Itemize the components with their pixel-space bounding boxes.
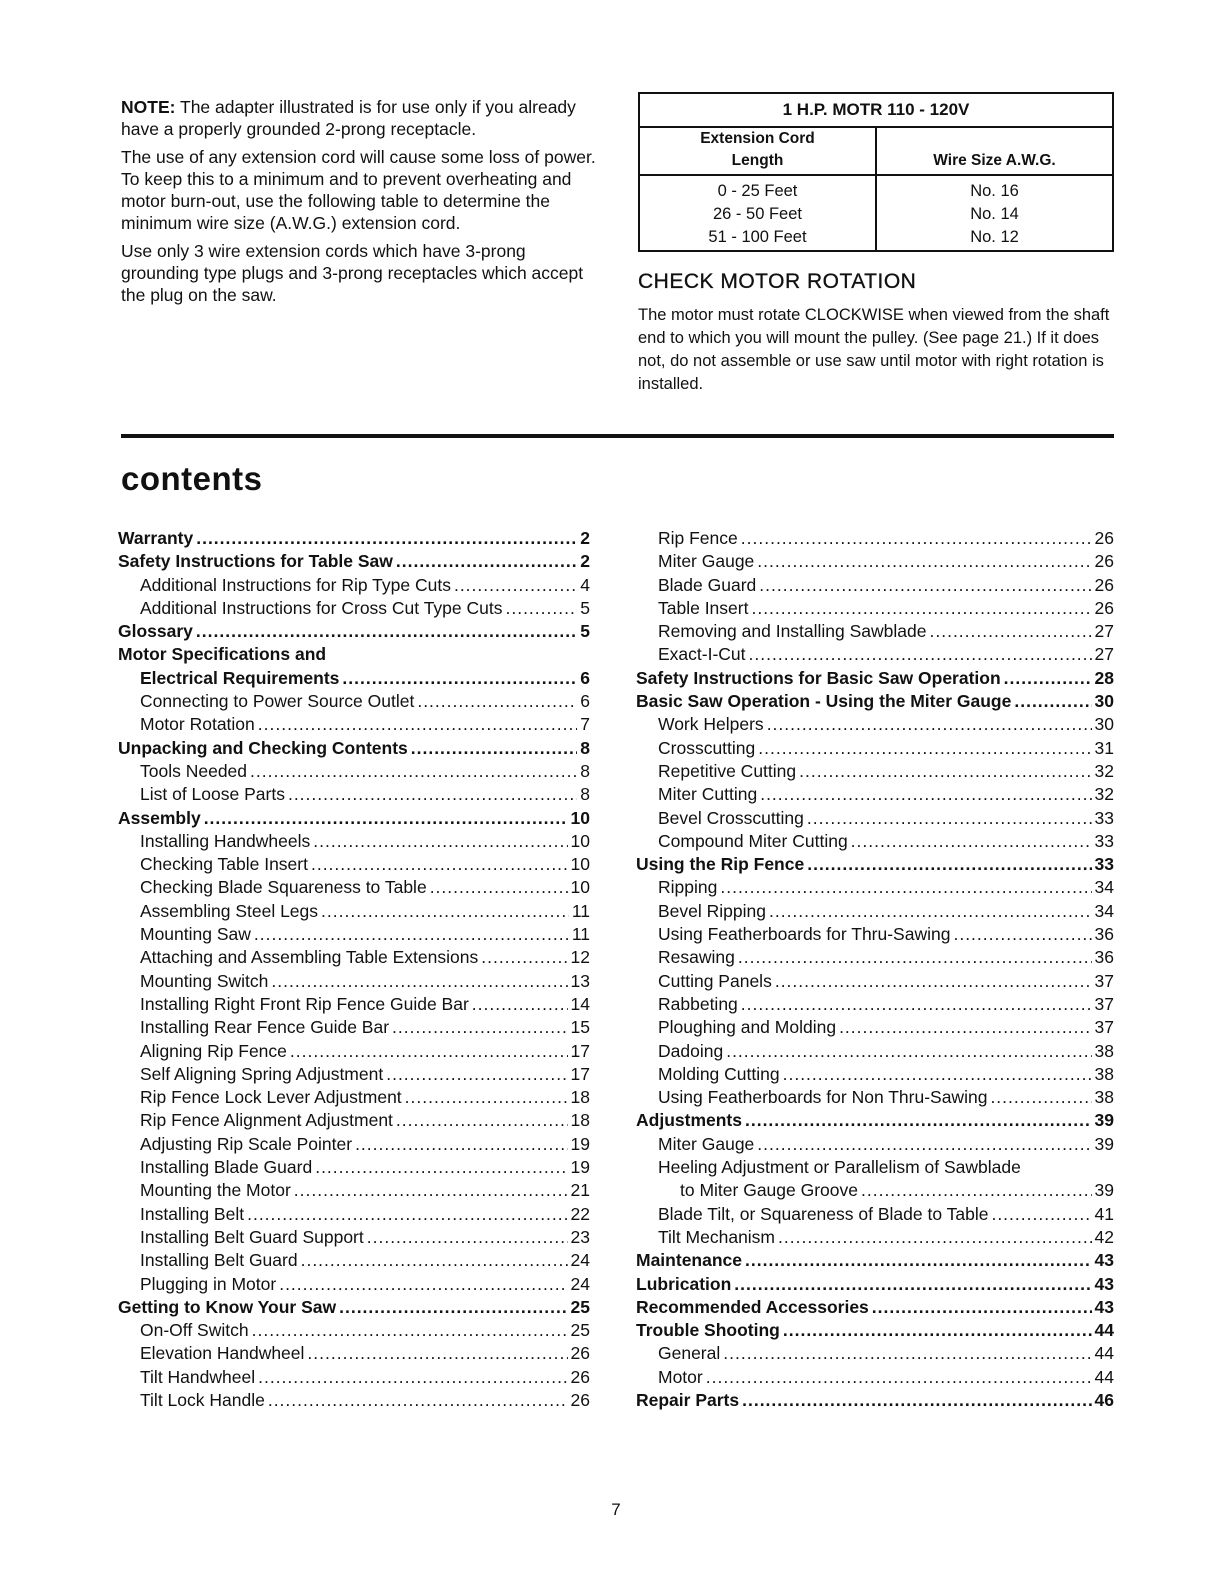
toc-item[interactable]: Recommended Accessories ..... 43 <box>636 1296 1114 1319</box>
toc-item[interactable]: Bevel Ripping ..... 34 <box>636 900 1114 923</box>
cell-wire: No. 16 <box>876 175 1113 203</box>
toc-item[interactable]: Assembling Steel Legs ..... 11 <box>118 900 590 923</box>
note-text: The adapter illustrated is for use only if you already have a properly grounded 2-prong receptacle. <box>121 97 576 139</box>
contents-heading: contents <box>121 460 263 497</box>
toc-item[interactable]: Adjusting Rip Scale Pointer ..... 19 <box>118 1133 590 1156</box>
toc-item[interactable]: Plugging in Motor ..... 24 <box>118 1273 590 1296</box>
toc-item[interactable]: Blade Guard ..... 26 <box>636 574 1114 597</box>
toc-item[interactable]: Exact-I-Cut ..... 27 <box>636 643 1114 666</box>
toc-item[interactable]: Attaching and Assembling Table Extensions ..... 12 <box>118 946 590 969</box>
toc-item[interactable]: to Miter Gauge Groove ..... 39 <box>636 1179 1114 1202</box>
cell-wire: No. 12 <box>876 226 1113 251</box>
toc-item[interactable]: Motor Rotation ..... 7 <box>118 713 590 736</box>
motor-info-column <box>638 92 1116 396</box>
toc-item[interactable]: Self Aligning Spring Adjustment ..... 17 <box>118 1063 590 1086</box>
toc-item[interactable]: Removing and Installing Sawblade ..... 27 <box>636 620 1114 643</box>
cell-length: 51 - 100 Feet <box>639 226 876 251</box>
toc-item[interactable]: Safety Instructions for Table Saw ..... 2 <box>118 550 590 573</box>
toc-item[interactable]: Trouble Shooting ..... 44 <box>636 1319 1114 1342</box>
toc-item[interactable]: Assembly ..... 10 <box>118 807 590 830</box>
section-divider <box>121 434 1114 438</box>
toc-item[interactable]: Compound Miter Cutting ..... 33 <box>636 830 1114 853</box>
table-row <box>639 226 1113 251</box>
toc-item[interactable]: Tilt Handwheel ..... 26 <box>118 1366 590 1389</box>
toc-item[interactable]: Tools Needed ..... 8 <box>118 760 590 783</box>
toc-item[interactable]: Cutting Panels ..... 37 <box>636 970 1114 993</box>
toc-item[interactable]: Miter Cutting ..... 32 <box>636 783 1114 806</box>
toc-item[interactable]: Rabbeting ..... 37 <box>636 993 1114 1016</box>
motor-rotation-text: The motor must rotate CLOCKWISE when viewed from the shaft end to which you will mount the pulley. (See page 21.) If it does not, do not assemble or use saw until motor with right rotation is installed. <box>638 306 1110 393</box>
toc-item[interactable]: Dadoing ..... 38 <box>636 1040 1114 1063</box>
toc-item[interactable]: Checking Table Insert ..... 10 <box>118 853 590 876</box>
toc-item[interactable]: Installing Rear Fence Guide Bar ..... 15 <box>118 1016 590 1039</box>
toc-item[interactable]: Elevation Handwheel ..... 26 <box>118 1342 590 1365</box>
toc-item[interactable]: Rip Fence Alignment Adjustment ..... 18 <box>118 1109 590 1132</box>
toc-item[interactable]: Repair Parts ..... 46 <box>636 1389 1114 1412</box>
table-row <box>639 203 1113 226</box>
toc-item[interactable]: Rip Fence ..... 26 <box>636 527 1114 550</box>
extension-cord-table <box>638 92 1114 252</box>
toc-item[interactable]: Bevel Crosscutting ..... 33 <box>636 807 1114 830</box>
header-wire-size: Wire Size A.W.G. <box>876 127 1113 175</box>
toc-item[interactable]: Maintenance ..... 43 <box>636 1249 1114 1272</box>
toc-item[interactable]: Tilt Lock Handle ..... 26 <box>118 1389 590 1412</box>
cell-wire: No. 14 <box>876 203 1113 226</box>
toc-item[interactable]: Electrical Requirements ..... 6 <box>118 667 590 690</box>
toc-item[interactable]: Glossary ..... 5 <box>118 620 590 643</box>
header-length-line1: Extension Cord <box>700 130 815 147</box>
toc-item[interactable]: Tilt Mechanism ..... 42 <box>636 1226 1114 1249</box>
extension-cord-paragraph: The use of any extension cord will cause some loss of power. To keep this to a minimum and to prevent overheating and motor burn-out, use the following table to determine the minimum wire size (A.W.G.) extension cord. <box>121 147 596 233</box>
toc-item[interactable]: Lubrication ..... 43 <box>636 1273 1114 1296</box>
toc-item[interactable]: Installing Blade Guard ..... 19 <box>118 1156 590 1179</box>
page-number: 7 <box>611 1500 621 1519</box>
toc-item[interactable]: Miter Gauge ..... 39 <box>636 1133 1114 1156</box>
toc-item[interactable]: Ploughing and Molding ..... 37 <box>636 1016 1114 1039</box>
note-paragraph <box>121 96 597 140</box>
toc-item[interactable]: Aligning Rip Fence ..... 17 <box>118 1040 590 1063</box>
three-wire-paragraph: Use only 3 wire extension cords which have 3-prong grounding type plugs and 3-prong receptacles which accept the plug on the saw. <box>121 241 584 305</box>
toc-item[interactable]: Mounting Saw ..... 11 <box>118 923 590 946</box>
toc-item[interactable]: Table Insert ..... 26 <box>636 597 1114 620</box>
toc-item[interactable]: On-Off Switch ..... 25 <box>118 1319 590 1342</box>
extension-cord-notes <box>121 96 597 312</box>
toc-item[interactable]: Checking Blade Squareness to Table ..... 10 <box>118 876 590 899</box>
toc-item[interactable]: Work Helpers ..... 30 <box>636 713 1114 736</box>
toc-item[interactable]: List of Loose Parts ..... 8 <box>118 783 590 806</box>
toc-item[interactable]: Using Featherboards for Non Thru-Sawing ..... 38 <box>636 1086 1114 1109</box>
toc-item[interactable]: Installing Belt Guard Support ..... 23 <box>118 1226 590 1249</box>
toc-item[interactable]: Installing Belt ..... 22 <box>118 1203 590 1226</box>
toc-item[interactable]: Mounting the Motor ..... 21 <box>118 1179 590 1202</box>
toc-left-column <box>118 527 590 1412</box>
cell-length: 26 - 50 Feet <box>639 203 876 226</box>
toc-item[interactable]: Basic Saw Operation - Using the Miter Gauge ..... 30 <box>636 690 1114 713</box>
toc-item[interactable]: Rip Fence Lock Lever Adjustment ..... 18 <box>118 1086 590 1109</box>
toc-item[interactable]: Warranty ..... 2 <box>118 527 590 550</box>
table-row <box>639 175 1113 203</box>
toc-item[interactable]: Motor ..... 44 <box>636 1366 1114 1389</box>
check-motor-rotation-heading: CHECK MOTOR ROTATION <box>638 270 917 293</box>
toc-item[interactable]: Miter Gauge ..... 26 <box>636 550 1114 573</box>
header-length <box>639 127 876 175</box>
toc-right-column <box>636 527 1114 1412</box>
note-label: NOTE: <box>121 97 176 117</box>
toc-item[interactable]: Crosscutting ..... 31 <box>636 737 1114 760</box>
toc-item[interactable]: Installing Belt Guard ..... 24 <box>118 1249 590 1272</box>
toc-item[interactable]: Using the Rip Fence ..... 33 <box>636 853 1114 876</box>
toc-item[interactable]: Blade Tilt, or Squareness of Blade to Table ..... 41 <box>636 1203 1114 1226</box>
toc-item[interactable]: Additional Instructions for Cross Cut Type Cuts ..... 5 <box>118 597 590 620</box>
toc-item[interactable]: Ripping ..... 34 <box>636 876 1114 899</box>
toc-item[interactable]: Molding Cutting ..... 38 <box>636 1063 1114 1086</box>
toc-item[interactable]: Using Featherboards for Thru-Sawing ..... 36 <box>636 923 1114 946</box>
toc-item[interactable]: Heeling Adjustment or Parallelism of Sawblade <box>658 1157 1021 1178</box>
toc-item[interactable]: Unpacking and Checking Contents ..... 8 <box>118 737 590 760</box>
toc-item[interactable]: Additional Instructions for Rip Type Cuts ..... 4 <box>118 574 590 597</box>
header-length-line2: Length <box>731 152 784 169</box>
toc-item[interactable]: Installing Right Front Rip Fence Guide Bar ..... 14 <box>118 993 590 1016</box>
toc-item[interactable]: Connecting to Power Source Outlet ..... 6 <box>118 690 590 713</box>
toc-item[interactable]: General ..... 44 <box>636 1342 1114 1365</box>
toc-item[interactable]: Adjustments ..... 39 <box>636 1109 1114 1132</box>
toc-item[interactable]: Repetitive Cutting ..... 32 <box>636 760 1114 783</box>
toc-item[interactable]: Installing Handwheels ..... 10 <box>118 830 590 853</box>
cell-length: 0 - 25 Feet <box>639 175 876 203</box>
table-title: 1 H.P. MOTR 110 - 120V <box>639 93 1113 127</box>
toc-item[interactable]: Getting to Know Your Saw ..... 25 <box>118 1296 590 1319</box>
toc-item[interactable]: Resawing ..... 36 <box>636 946 1114 969</box>
toc-item[interactable]: Motor Specifications and <box>118 644 327 665</box>
toc-item[interactable]: Mounting Switch ..... 13 <box>118 970 590 993</box>
toc-item[interactable]: Safety Instructions for Basic Saw Operation ..... 28 <box>636 667 1114 690</box>
